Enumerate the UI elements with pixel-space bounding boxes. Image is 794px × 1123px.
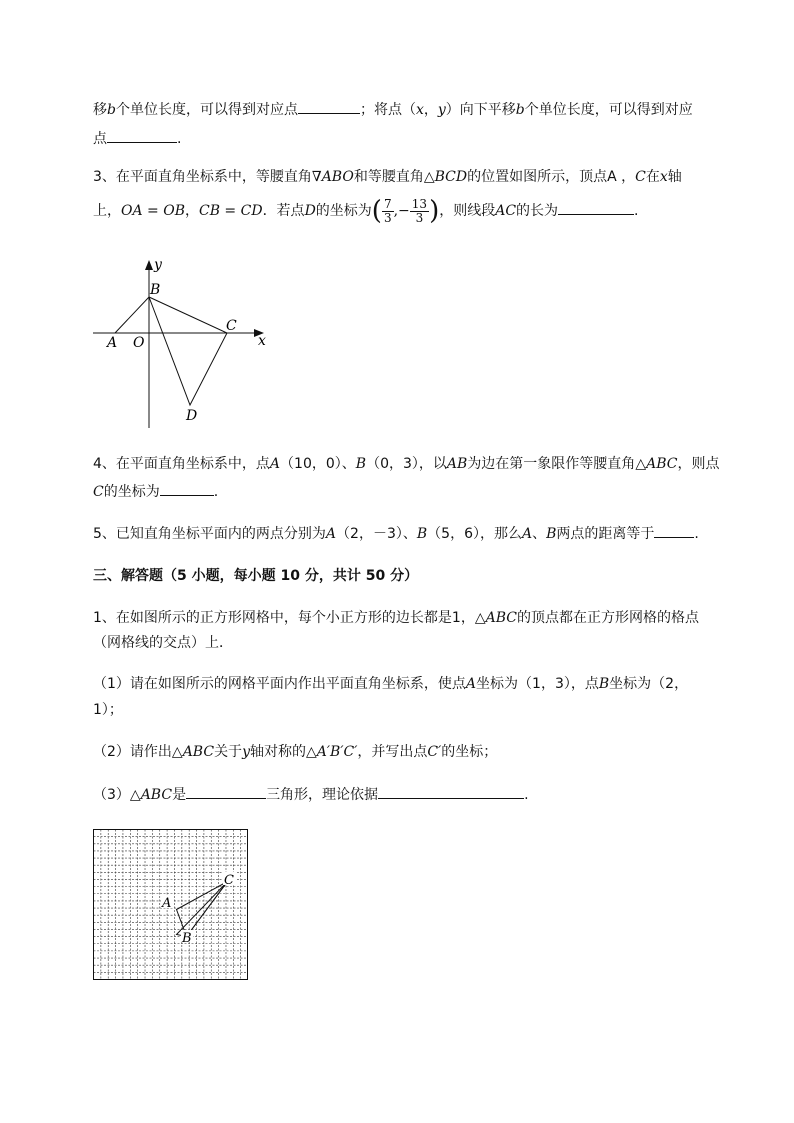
text: ；将点（ <box>359 102 416 118</box>
text: 关于 <box>214 744 243 760</box>
q5-line <box>93 523 699 544</box>
label-A: A <box>162 896 172 911</box>
text: 1、在如图所示的正方形网格中，每个小正方形的边长都是1， <box>93 610 475 626</box>
answer-blank[interactable] <box>654 523 694 538</box>
var-C-prime: C′ <box>427 744 442 760</box>
text: 是 <box>172 787 187 803</box>
label-D: D <box>186 408 198 424</box>
q4-line2 <box>93 481 218 502</box>
var-AC: AC <box>495 203 517 219</box>
text: 、 <box>532 526 547 542</box>
text: （0，3），以 <box>366 456 447 472</box>
q4-line1 <box>93 454 719 474</box>
text: 移 <box>93 102 107 118</box>
section-title: 三、解答题（5 小题，每小题 10 分，共计 50 分） <box>93 568 419 584</box>
s1-part1-line1 <box>93 674 688 694</box>
fraction <box>410 198 429 225</box>
label-B: B <box>150 282 161 298</box>
text: 的顶点都在正方形网格的格点 <box>516 610 699 626</box>
text: 两点的距离等于 <box>556 526 655 542</box>
answer-blank[interactable] <box>186 784 266 799</box>
text: （1）请在如图所示的网格平面内作出平面直角坐标系，使点 <box>93 676 466 692</box>
s1-line2: （网格线的交点）上． <box>93 635 233 651</box>
text: （3） <box>93 787 130 803</box>
fraction <box>382 198 394 225</box>
math-triangle: △ABC <box>129 787 173 803</box>
math-triangle: △ABC <box>635 456 678 472</box>
text: ， <box>423 102 438 118</box>
text: 的长为 <box>516 203 559 219</box>
answer-blank[interactable] <box>298 99 360 114</box>
text: 个单位长度，可以得到对应 <box>524 102 693 118</box>
label-x: x <box>258 333 266 349</box>
var-C: C <box>93 484 104 500</box>
answer-blank[interactable] <box>107 128 177 143</box>
text: 轴对称的 <box>249 744 306 760</box>
label-O: O <box>133 335 145 351</box>
text: . <box>524 787 529 803</box>
text: （5，6），那么 <box>427 526 522 542</box>
q3-line2 <box>93 194 639 228</box>
figure-coordinate-triangles <box>90 252 280 434</box>
text: 轴 <box>667 169 682 185</box>
var-y: y <box>242 744 250 760</box>
text: 的坐标为 <box>103 484 160 500</box>
text: 上， <box>93 203 121 219</box>
q2-line1 <box>93 99 693 120</box>
text: 的坐标为 <box>315 203 372 219</box>
text: 为边在第一象限作等腰直角 <box>467 456 636 472</box>
text: ， <box>184 203 199 219</box>
math-triangle: △ABC <box>171 744 215 760</box>
text: （2，－3）、 <box>336 526 417 542</box>
var-A: A <box>521 526 533 542</box>
text: 3、在平面直角坐标系中，等腰直角 <box>93 169 312 185</box>
var-A: A <box>269 456 281 472</box>
frac-num: 7 <box>383 196 392 211</box>
text: . <box>694 526 699 542</box>
text: （10，0）、 <box>280 456 356 472</box>
text: 坐标为（2， <box>609 676 689 692</box>
frac-den: 3 <box>415 210 424 225</box>
text: 点 <box>93 131 107 147</box>
y-axis-arrow <box>145 260 153 270</box>
text: 在 <box>645 169 660 185</box>
var-b: b <box>107 102 116 118</box>
text: ,− <box>393 203 410 219</box>
var-B: B <box>416 526 428 542</box>
var-B: B <box>598 676 610 692</box>
q3-line1 <box>93 167 682 187</box>
text: 个单位长度，可以得到对应点 <box>115 102 298 118</box>
triangle-BCD <box>149 297 227 405</box>
paren-right: ) <box>429 196 440 226</box>
text: （2）请作出 <box>93 744 172 760</box>
answer-blank[interactable] <box>160 481 214 496</box>
var-b: b <box>515 102 525 118</box>
label-B: B <box>182 931 192 946</box>
triangle-ABC <box>177 882 228 937</box>
text: 的位置如图所示，顶点A ， <box>467 169 636 185</box>
var-x: x <box>415 102 424 118</box>
text: ）向下平移 <box>445 102 516 118</box>
var-y: y <box>437 102 446 118</box>
var-B: B <box>355 456 367 472</box>
text: . <box>634 203 639 219</box>
label-C: C <box>224 873 234 888</box>
s1-line1 <box>93 608 699 628</box>
math-triangle: △A′B′C′ <box>305 744 358 760</box>
s1-part2 <box>93 742 497 762</box>
text: 和等腰直角 <box>353 169 424 185</box>
text: ，则点 <box>677 456 720 472</box>
label-y: y <box>154 257 162 273</box>
answer-blank[interactable] <box>558 200 634 215</box>
s1-part3 <box>93 784 529 805</box>
text: ，则线段 <box>439 203 496 219</box>
answer-blank[interactable] <box>378 784 524 799</box>
text: 的坐标； <box>441 744 498 760</box>
triangle-ABO <box>115 297 149 333</box>
var-A: A <box>465 676 477 692</box>
frac-den: 3 <box>383 210 392 225</box>
var-D: D <box>304 203 316 219</box>
text: . <box>213 484 219 500</box>
text: ．若点 <box>262 203 305 219</box>
var-AB: AB <box>446 456 468 472</box>
q2-line2 <box>93 128 181 149</box>
math-triangle: △ABC <box>474 610 517 626</box>
paren-left: ( <box>371 196 382 226</box>
text: 三角形，理论依据 <box>266 787 379 803</box>
text: ，并写出点 <box>357 744 428 760</box>
label-A: A <box>107 335 118 351</box>
text: 4、在平面直角坐标系中，点 <box>93 456 270 472</box>
frac-num: 13 <box>411 196 428 211</box>
text: 5、已知直角坐标平面内的两点分别为 <box>93 526 326 542</box>
math-eq: CB = CD <box>198 203 263 219</box>
s1-part1-line2: 1）； <box>93 702 123 718</box>
var-A: A <box>325 526 337 542</box>
figure-square-grid <box>93 829 249 981</box>
label-C: C <box>226 318 237 334</box>
text: . <box>177 131 182 147</box>
var-C: C <box>635 169 646 185</box>
math-triangle: ∇ABO <box>311 169 354 185</box>
math-triangle: △BCD <box>423 169 468 185</box>
var-B: B <box>546 526 557 542</box>
var-x: x <box>659 169 668 185</box>
math-eq: OA = OB <box>121 203 185 219</box>
text: 坐标为（1，3），点 <box>476 676 599 692</box>
